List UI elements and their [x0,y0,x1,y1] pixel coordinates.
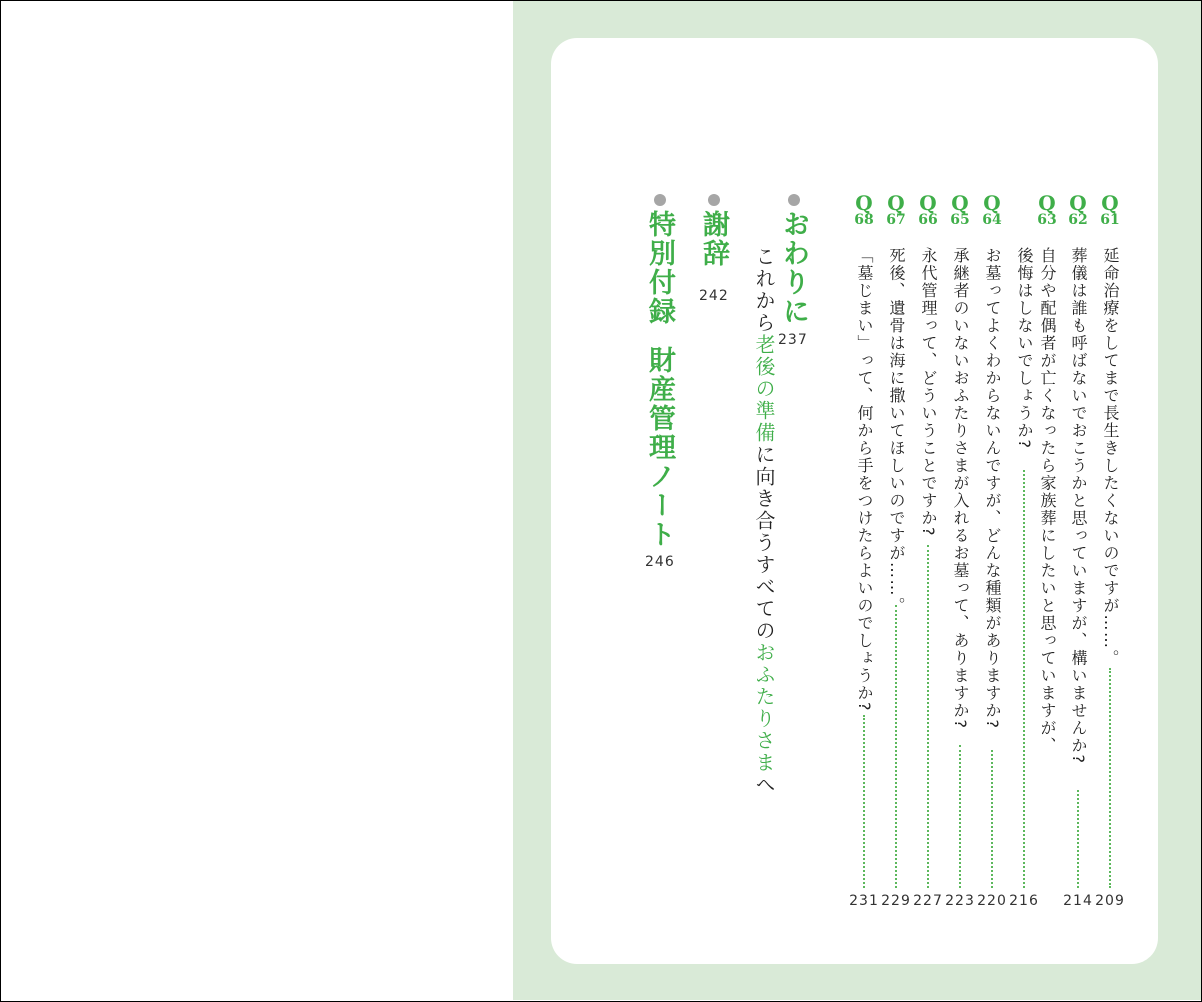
question-number: 67 [886,212,906,228]
page-number: 216 [1009,893,1039,909]
toc-entry-title: お墓ってよくわからないんですが、どんな種類がありますか? [983,247,1002,730]
question-number: 66 [918,212,938,228]
question-badge [978,193,1006,227]
toc-entry-title: 葬儀は誰も呼ばないでおこうかと思っていますが、構いませんか? [1069,247,1088,765]
toc-entry-title: 延命治療をしてまで長生きしたくないのですが……。 [1101,247,1120,667]
dotted-leader [1023,470,1025,888]
page-number: 209 [1095,893,1125,909]
toc-entry-title: 死後、遺骨は海に撒いてほしいのですが……。 [887,247,906,615]
bullet-dot [708,194,720,206]
section-heading: おわりに [778,210,809,326]
question-badge [1096,193,1124,227]
dotted-leader [863,715,865,888]
section-heading-secondary: 財産管理ノート [644,346,675,549]
page-number: 237 [778,332,808,348]
question-number: 68 [854,212,874,228]
question-label: Q [887,191,905,215]
question-label: Q [855,191,873,215]
toc-entry-title-line2: 後悔はしないでしょうか? [1015,247,1034,450]
question-label: Q [951,191,969,215]
question-badge [1064,193,1092,227]
dotted-leader [1109,668,1111,888]
section-heading: 謝辞 [698,210,729,268]
question-label: Q [1101,191,1119,215]
page-number: 242 [699,288,729,304]
toc-entry-title: 承継者のいないおふたりさまが入れるお墓って、ありますか? [951,247,970,730]
bullet-dot [788,194,800,206]
page-number: 214 [1063,893,1093,909]
question-label: Q [983,191,1001,215]
dotted-leader [895,605,897,888]
page-number: 223 [945,893,975,909]
section-heading: 特別付録 [644,210,675,326]
dotted-leader [1077,790,1079,888]
section-subtitle: これから老後の準備に向き合うすべてのおふたりさまへ [752,246,776,796]
question-label: Q [1038,191,1056,215]
question-number: 64 [982,212,1002,228]
question-number: 62 [1068,212,1088,228]
question-label: Q [919,191,937,215]
toc-entry-title: 「墓じまい」って、何から手をつけたらよいのでしょうか? [855,247,874,712]
page-number: 246 [645,554,675,570]
toc-entry-title: 自分や配偶者が亡くなったら家族葬にしたいと思っていますが、 [1038,247,1057,755]
question-number: 65 [950,212,970,228]
toc-entry-title: 永代管理って、どういうことですか? [919,247,938,537]
page-number: 220 [977,893,1007,909]
dotted-leader [991,750,993,888]
dotted-leader [959,745,961,888]
dotted-leader [927,545,929,888]
question-number: 63 [1037,212,1057,228]
page-number: 231 [849,893,879,909]
question-badge [1033,193,1061,227]
page-number: 227 [913,893,943,909]
bullet-dot [654,194,666,206]
question-badge [882,193,910,227]
question-badge [850,193,878,227]
left-blank-page [1,1,513,1000]
question-badge [946,193,974,227]
page-number: 229 [881,893,911,909]
question-label: Q [1069,191,1087,215]
question-badge [914,193,942,227]
question-number: 61 [1100,212,1120,228]
